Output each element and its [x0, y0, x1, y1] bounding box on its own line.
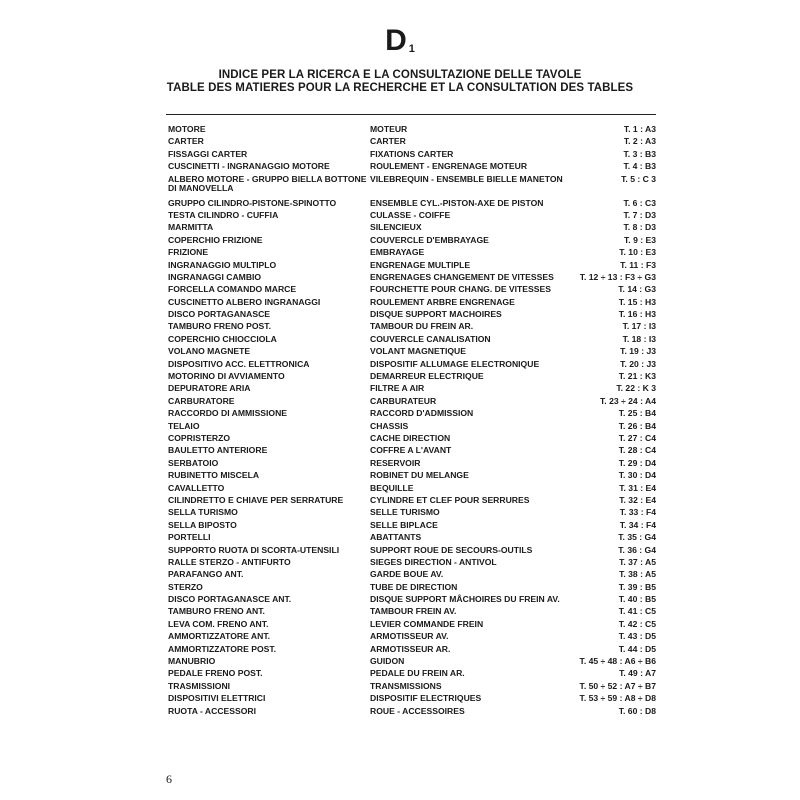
index-row	[168, 533, 656, 545]
italian-entry: MOTORINO DI AVVIAMENTO	[168, 371, 285, 382]
french-entry: ROBINET DU MELANGE	[370, 470, 469, 481]
table-reference: T. 6 : C3	[623, 197, 656, 208]
index-row	[168, 669, 656, 681]
index-row	[168, 632, 656, 644]
table-reference: T. 50 ÷ 52 : A7 ÷ B7	[579, 680, 656, 691]
section-letter: D	[385, 24, 407, 57]
italian-entry: TESTA CILINDRO - CUFFIA	[168, 209, 279, 220]
french-entry: DISPOSITIF ELECTRIQUES	[370, 693, 482, 704]
index-row	[168, 570, 656, 582]
table-reference: T. 16 : H3	[618, 309, 656, 320]
index-row	[168, 285, 656, 297]
french-entry: LEVIER COMMANDE FREIN	[370, 618, 484, 629]
index-row	[168, 347, 656, 359]
italian-entry: GRUPPO CILINDRO-PISTONE-SPINOTTO	[168, 197, 337, 208]
italian-entry: SUPPORTO RUOTA DI SCORTA-UTENSILI	[168, 544, 340, 555]
index-row	[168, 409, 656, 421]
french-entry: GUIDON	[370, 656, 405, 667]
italian-entry: CAVALLETTO	[168, 482, 225, 493]
italian-entry: PORTELLI	[168, 532, 211, 543]
french-entry: TAMBOUR DU FREIN AR.	[370, 321, 474, 332]
index-row	[168, 471, 656, 483]
table-reference: T. 23 ÷ 24 : A4	[600, 395, 656, 406]
italian-entry: MOTORE	[168, 124, 206, 134]
table-reference: T. 8 : D3	[623, 222, 656, 233]
italian-entry: DISCO PORTAGANASCE	[168, 309, 271, 320]
french-entry: COUVERCLE CANALISATION	[370, 333, 491, 344]
italian-entry: COPERCHIO CHIOCCIOLA	[168, 333, 277, 344]
italian-entry: COPERCHIO FRIZIONE	[168, 234, 263, 245]
italian-entry: CUSCINETTI - INGRANAGGIO MOTORE	[168, 161, 330, 172]
table-reference: T. 10 : E3	[619, 247, 656, 258]
index-row	[168, 446, 656, 458]
french-entry: SIEGES DIRECTION - ANTIVOL	[370, 556, 497, 567]
italian-entry: TAMBURO FRENO ANT.	[168, 606, 265, 617]
french-entry: ROULEMENT ARBRE ENGRENAGE	[370, 296, 515, 307]
index-row	[168, 223, 656, 235]
french-entry: PEDALE DU FREIN AR.	[370, 668, 465, 679]
french-entry: TUBE DE DIRECTION	[370, 581, 458, 592]
italian-entry: CARTER	[168, 136, 204, 147]
table-reference: T. 4 : B3	[623, 161, 656, 172]
italian-entry: SELLA TURISMO	[168, 507, 238, 518]
italian-entry: AMMORTIZZATORE ANT.	[168, 631, 270, 642]
index-row	[168, 707, 656, 719]
french-entry: TAMBOUR FREIN AV.	[370, 606, 457, 617]
italian-entry: MARMITTA	[168, 222, 214, 233]
table-reference: T. 37 : A5	[619, 556, 656, 567]
italian-entry: COPRISTERZO	[168, 432, 231, 443]
french-entry: DISQUE SUPPORT MACHOIRES	[370, 309, 502, 320]
italian-entry: BAULETTO ANTERIORE	[168, 445, 268, 456]
table-reference: T. 28 : C4	[618, 445, 656, 456]
french-entry: RACCORD D'ADMISSION	[370, 408, 474, 419]
italian-entry: CUSCINETTO ALBERO INGRANAGGI	[168, 296, 321, 307]
italian-entry: SELLA BIPOSTO	[168, 519, 237, 530]
french-entry: SILENCIEUX	[370, 222, 422, 233]
index-row	[168, 125, 656, 137]
french-entry: ENGRENAGES CHANGEMENT DE VITESSES	[370, 271, 554, 282]
italian-entry: RUOTA - ACCESSORI	[168, 705, 257, 716]
italian-entry: DISPOSITIVO ACC. ELETTRONICA	[168, 358, 310, 369]
header-divider	[166, 114, 656, 115]
french-entry: CACHE DIRECTION	[370, 432, 451, 443]
table-reference: T. 34 : F4	[619, 519, 656, 530]
table-reference: T. 2 : A3	[623, 136, 656, 147]
french-entry: COUVERCLE D'EMBRAYAGE	[370, 234, 489, 245]
french-entry: CARBURATEUR	[370, 395, 437, 406]
table-reference: T. 32 : E4	[619, 494, 656, 505]
table-reference: T. 45 ÷ 48 : A6 ÷ B6	[579, 656, 656, 667]
italian-entry: FRIZIONE	[168, 247, 209, 258]
french-entry: ENSEMBLE CYL.-PISTON-AXE DE PISTON	[370, 197, 544, 208]
table-reference: T. 12 ÷ 13 : F3 ÷ G3	[579, 271, 656, 282]
french-entry: ARMOTISSEUR AV.	[370, 631, 449, 642]
table-reference: T. 18 : I3	[622, 333, 656, 344]
italian-entry: PARAFANGO ANT.	[168, 569, 244, 580]
italian-entry: STERZO	[168, 581, 203, 592]
french-entry: CHASSIS	[370, 420, 409, 431]
french-entry: EMBRAYAGE	[370, 247, 425, 258]
table-reference: T. 17 : I3	[622, 321, 656, 332]
italian-entry: FISSAGGI CARTER	[168, 148, 248, 159]
index-row	[168, 175, 656, 199]
italian-entry: DEPURATORE ARIA	[168, 383, 251, 394]
title-italian: INDICE PER LA RICERCA E LA CONSULTAZIONE DELLE TAVOLE	[218, 69, 582, 81]
french-entry: ROULEMENT - ENGRENAGE MOTEUR	[370, 161, 528, 172]
french-entry: SELLE TURISMO	[370, 507, 440, 518]
french-entry: DISQUE SUPPORT MÂCHOIRES DU FREIN AV.	[370, 594, 560, 605]
french-entry: VILEBREQUIN - ENSEMBLE BIELLE MANETON	[370, 173, 563, 184]
table-reference: T. 15 : H3	[618, 296, 656, 307]
french-entry: TRANSMISSIONS	[370, 680, 442, 691]
french-entry: CARTER	[370, 136, 406, 147]
table-reference: T. 5 : C 3	[621, 173, 656, 184]
italian-entry: TELAIO	[168, 420, 200, 431]
italian-entry: SERBATOIO	[168, 457, 219, 468]
page-number: 6	[166, 772, 172, 786]
italian-entry: LEVA COM. FRENO ANT.	[168, 618, 269, 629]
french-entry: GARDE BOUE AV.	[370, 569, 444, 580]
table-reference: T. 22 : K 3	[616, 383, 656, 394]
table-reference: T. 19 : J3	[620, 346, 656, 357]
page-heading	[0, 24, 800, 95]
french-entry: FIXATIONS CARTER	[370, 148, 454, 159]
french-entry: BEQUILLE	[370, 482, 414, 493]
table-reference: T. 53 ÷ 59 : A8 ÷ D8	[579, 693, 656, 704]
french-entry: RESERVOIR	[370, 457, 421, 468]
italian-entry: TRASMISSIONI	[168, 680, 231, 691]
table-reference: T. 11 : F3	[620, 259, 656, 270]
table-reference: T. 9 : E3	[624, 234, 656, 245]
french-entry: DISPOSITIF ALLUMAGE ELECTRONIQUE	[370, 358, 540, 369]
italian-entry: DISPOSITIVI ELETTRICI	[168, 693, 266, 704]
table-reference: T. 60 : D8	[618, 705, 656, 716]
italian-entry: INGRANAGGIO MULTIPLO	[168, 259, 277, 270]
french-entry: COFFRE A L'AVANT	[370, 445, 452, 456]
table-reference: T. 3 : B3	[623, 148, 656, 159]
index-table	[168, 125, 656, 719]
french-entry: ROUE - ACCESSOIRES	[370, 705, 465, 716]
italian-entry: DISCO PORTAGANASCE ANT.	[168, 594, 292, 605]
italian-entry: VOLANO MAGNETE	[168, 346, 251, 357]
french-entry: ARMOTISSEUR AR.	[370, 643, 451, 654]
table-reference: T. 30 : D4	[618, 470, 656, 481]
french-entry: SELLE BIPLACE	[370, 519, 438, 530]
italian-entry: CARBURATORE	[168, 395, 235, 406]
italian-entry: PEDALE FRENO POST.	[168, 668, 263, 679]
table-reference: T. 41 : C5	[618, 606, 656, 617]
french-entry: CYLINDRE ET CLEF POUR SERRURES	[370, 494, 530, 505]
table-reference: T. 1 : A3	[623, 124, 656, 134]
table-reference: T. 20 : J3	[620, 358, 656, 369]
italian-entry: MANUBRIO	[168, 656, 216, 667]
table-reference: T. 31 : E4	[619, 482, 656, 493]
french-entry: SUPPORT ROUE DE SECOURS-OUTILS	[370, 544, 533, 555]
table-reference: T. 43 : D5	[618, 631, 656, 642]
french-entry: ENGRENAGE MULTIPLE	[370, 259, 471, 270]
table-reference: T. 39 : B5	[618, 581, 656, 592]
table-reference: T. 44 : D5	[618, 643, 656, 654]
table-reference: T. 21 : K3	[618, 371, 656, 382]
french-entry: CULASSE - COIFFE	[370, 209, 451, 220]
table-reference: T. 25 : B4	[618, 408, 656, 419]
index-row	[168, 137, 656, 149]
french-entry: MOTEUR	[370, 124, 408, 134]
italian-entry: AMMORTIZZATORE POST.	[168, 643, 277, 654]
index-row	[168, 322, 656, 334]
italian-entry: ALBERO MOTORE - GRUPPO BIELLA BOTTONE DI MANOVELLA	[168, 173, 367, 193]
index-row	[168, 248, 656, 260]
french-entry: VOLANT MAGNETIQUE	[370, 346, 466, 357]
index-row	[168, 162, 656, 174]
table-reference: T. 38 : A5	[619, 569, 656, 580]
italian-entry: INGRANAGGI CAMBIO	[168, 271, 262, 282]
french-entry: FILTRE A AIR	[370, 383, 425, 394]
section-code	[0, 24, 800, 66]
table-reference: T. 27 : C4	[618, 432, 656, 443]
table-reference: T. 42 : C5	[618, 618, 656, 629]
french-entry: ABATTANTS	[370, 532, 422, 543]
index-row	[168, 508, 656, 520]
table-reference: T. 49 : A7	[619, 668, 656, 679]
table-reference: T. 14 : G3	[618, 284, 656, 295]
french-entry: FOURCHETTE POUR CHANG. DE VITESSES	[370, 284, 551, 295]
table-reference: T. 35 : G4	[618, 532, 656, 543]
french-entry: DEMARREUR ELECTRIQUE	[370, 371, 484, 382]
italian-entry: CILINDRETTO E CHIAVE PER SERRATURE	[168, 494, 344, 505]
table-reference: T. 33 : F4	[619, 507, 656, 518]
title-french: TABLE DES MATIERES POUR LA RECHERCHE ET LA CONSULTATION DES TABLES	[166, 82, 634, 94]
italian-entry: RUBINETTO MISCELA	[168, 470, 260, 481]
table-reference: T. 29 : D4	[618, 457, 656, 468]
italian-entry: RALLE STERZO - ANTIFURTO	[168, 556, 291, 567]
table-reference: T. 36 : G4	[618, 544, 656, 555]
table-reference: T. 40 : B5	[618, 594, 656, 605]
index-row	[168, 384, 656, 396]
italian-entry: TAMBURO FRENO POST.	[168, 321, 271, 332]
table-reference: T. 26 : B4	[618, 420, 656, 431]
section-subscript: 1	[408, 43, 415, 55]
index-row	[168, 694, 656, 706]
italian-entry: RACCORDO DI AMMISSIONE	[168, 408, 288, 419]
italian-entry: FORCELLA COMANDO MARCE	[168, 284, 297, 295]
table-reference: T. 7 : D3	[623, 209, 656, 220]
index-row	[168, 607, 656, 619]
